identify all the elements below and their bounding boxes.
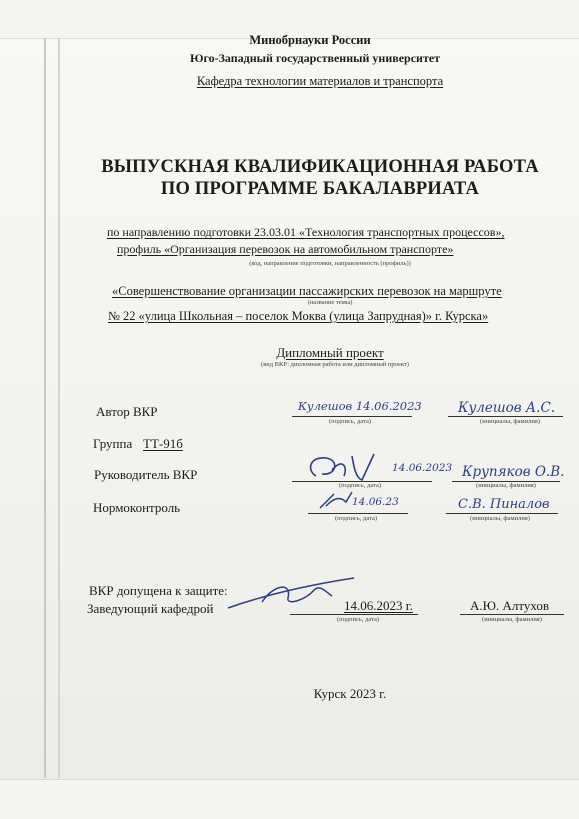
head-name-line xyxy=(460,614,564,615)
city-year: Курск 2023 г. xyxy=(313,686,387,701)
supervisor-name: Крупяков О.В. xyxy=(462,464,565,480)
normcontrol-date: 14.06.23 xyxy=(352,496,399,508)
defense-sign-caption: (подпись, дата) xyxy=(336,616,380,623)
defense-sign-line xyxy=(290,614,418,615)
author-sign-caption: (подпись, дата) xyxy=(328,418,372,425)
normcontrol-sign-line xyxy=(308,513,408,514)
work-title-line1: ВЫПУСКНАЯ КВАЛИФИКАЦИОННАЯ РАБОТА xyxy=(101,157,539,177)
university-name: Юго-Западный государственный университет xyxy=(189,51,441,65)
direction-caption: (код, направление подготовки, направленность (профиль)) xyxy=(249,260,411,267)
normcontrol-signature-icon xyxy=(316,488,356,514)
group-value: ТТ-91б xyxy=(143,436,183,451)
defense-admitted: ВКР допущена к защите: xyxy=(89,583,228,598)
author-name: Кулешов А.С. xyxy=(458,400,556,416)
author-signature: Кулешов 14.06.2023 xyxy=(298,399,422,413)
normcontrol-name: С.В. Пиналов xyxy=(458,497,550,512)
head-name-caption: (инициалы, фамилия) xyxy=(482,616,542,623)
normcontrol-sign-caption: (подпись, дата) xyxy=(334,515,378,522)
author-name-line xyxy=(448,416,563,417)
topic-line1: «Совершенствование организации пассажирских перевозок на маршруте xyxy=(112,284,502,298)
head-signature-icon xyxy=(222,572,362,616)
supervisor-sign-caption: (подпись, дата) xyxy=(338,482,382,489)
supervisor-date: 14.06.2023 xyxy=(392,462,453,474)
ministry-name: Минобрнауки России xyxy=(249,33,371,47)
group-label: Группа xyxy=(93,436,133,451)
normcontrol-name-line xyxy=(446,513,558,514)
head-of-department-label: Заведующий кафедрой xyxy=(87,601,214,616)
normcontrol-name-caption: (инициалы, фамилия) xyxy=(470,515,530,522)
work-type-caption: (вид ВКР: дипломная работа или дипломный проект) xyxy=(261,361,409,368)
normcontrol-label: Нормоконтроль xyxy=(93,500,181,515)
direction-line1: по направлению подготовки 23.03.01 «Технология транспортных процессов», xyxy=(107,225,505,239)
department-name: Кафедра технологии материалов и транспорта xyxy=(196,74,444,88)
topic-line2: № 22 «улица Школьная – поселок Моква (улица Запрудная)» г. Курска» xyxy=(108,309,489,323)
defense-date: 14.06.2023 г. xyxy=(344,598,413,613)
author-label: Автор ВКР xyxy=(96,404,158,419)
head-name: А.Ю. Алтухов xyxy=(470,598,550,613)
binding-edge-inner xyxy=(58,38,60,778)
work-title-line2: ПО ПРОГРАММЕ БАКАЛАВРИАТА xyxy=(160,179,480,199)
binding-edge xyxy=(44,38,46,778)
topic-caption: (название темы) xyxy=(307,299,353,306)
author-sign-line xyxy=(292,416,412,417)
author-name-caption: (инициалы, фамилия) xyxy=(480,418,540,425)
supervisor-label: Руководитель ВКР xyxy=(94,467,198,482)
supervisor-name-caption: (инициалы, фамилия) xyxy=(476,482,536,489)
work-type: Дипломный проект xyxy=(276,345,384,360)
direction-line2: профиль «Организация перевозок на автомобильном транспорте» xyxy=(117,242,454,256)
